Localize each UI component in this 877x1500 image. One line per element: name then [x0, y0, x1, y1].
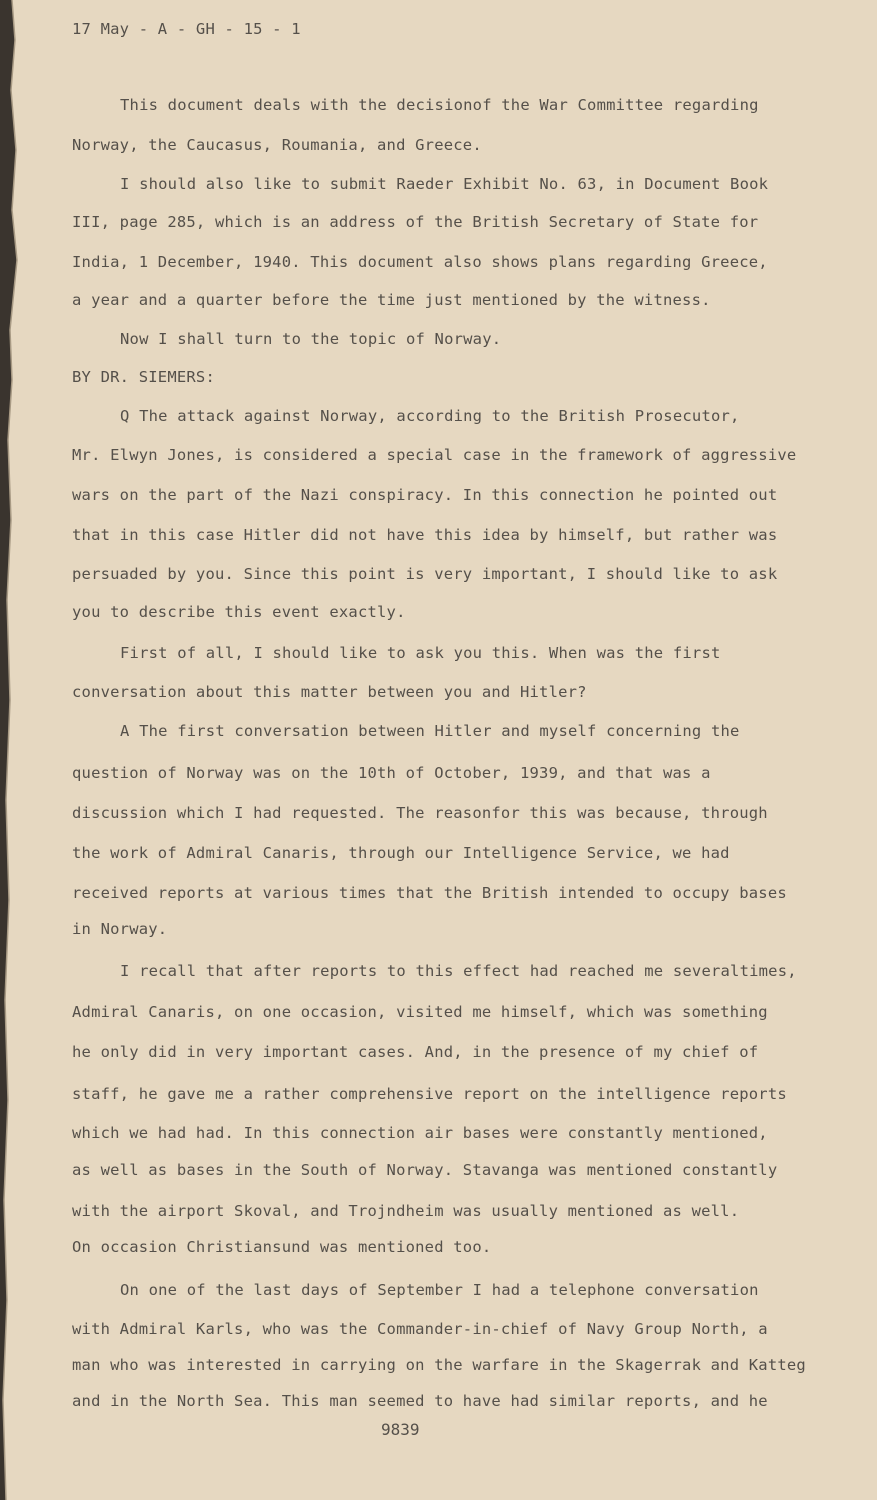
- text-line: On occasion Christiansund was mentioned too.: [72, 1238, 492, 1256]
- text-line: wars on the part of the Nazi conspiracy. In this connection he pointed out: [72, 486, 778, 504]
- text-line: with the airport Skoval, and Trojndheim was usually mentioned as well.: [72, 1202, 740, 1220]
- text-line: that in this case Hitler did not have this idea by himself, but rather was: [72, 526, 778, 544]
- text-line: Admiral Canaris, on one occasion, visited me himself, which was something: [72, 1003, 768, 1021]
- text-line: man who was interested in carrying on the warfare in the Skagerrak and Katteg: [72, 1356, 806, 1374]
- text-line: First of all, I should like to ask you this. When was the first: [120, 644, 721, 662]
- text-line: Mr. Elwyn Jones, is considered a special case in the framework of aggressive: [72, 446, 797, 464]
- text-line: I recall that after reports to this effect had reached me severaltimes,: [120, 962, 797, 980]
- text-line: a year and a quarter before the time just mentioned by the witness.: [72, 291, 711, 309]
- text-line: III, page 285, which is an address of the British Secretary of State for: [72, 213, 759, 231]
- text-line: you to describe this event exactly.: [72, 603, 406, 621]
- page-number: 9839: [381, 1420, 420, 1439]
- text-line: as well as bases in the South of Norway. Stavanga was mentioned constantly: [72, 1161, 778, 1179]
- text-line: received reports at various times that the British intended to occupy bases: [72, 884, 787, 902]
- text-line: This document deals with the decisionof the War Committee regarding: [120, 96, 759, 114]
- torn-edge: [0, 0, 22, 1500]
- text-line: the work of Admiral Canaris, through our Intelligence Service, we had: [72, 844, 730, 862]
- text-line: Norway, the Caucasus, Roumania, and Greece.: [72, 136, 482, 154]
- text-line: staff, he gave me a rather comprehensive report on the intelligence reports: [72, 1085, 787, 1103]
- text-line: discussion which I had requested. The reasonfor this was because, through: [72, 804, 768, 822]
- text-line: question of Norway was on the 10th of October, 1939, and that was a: [72, 764, 711, 782]
- text-line: in Norway.: [72, 920, 168, 938]
- text-line: persuaded by you. Since this point is very important, I should like to ask: [72, 565, 778, 583]
- text-line: conversation about this matter between you and Hitler?: [72, 683, 587, 701]
- text-line: On one of the last days of September I had a telephone conversation: [120, 1281, 759, 1299]
- text-line: Now I shall turn to the topic of Norway.: [120, 330, 502, 348]
- header-reference: 17 May - A - GH - 15 - 1: [72, 20, 301, 38]
- text-line: A The first conversation between Hitler and myself concerning the: [120, 722, 740, 740]
- text-line: which we had had. In this connection air bases were constantly mentioned,: [72, 1124, 768, 1142]
- text-line: with Admiral Karls, who was the Commander-in-chief of Navy Group North, a: [72, 1320, 768, 1338]
- text-line: he only did in very important cases. And, in the presence of my chief of: [72, 1043, 759, 1061]
- speaker-label: BY DR. SIEMERS:: [72, 368, 215, 386]
- text-line: and in the North Sea. This man seemed to have had similar reports, and he: [72, 1392, 768, 1410]
- text-line: India, 1 December, 1940. This document also shows plans regarding Greece,: [72, 253, 768, 271]
- text-line: Q The attack against Norway, according to the British Prosecutor,: [120, 407, 740, 425]
- text-line: I should also like to submit Raeder Exhibit No. 63, in Document Book: [120, 175, 769, 193]
